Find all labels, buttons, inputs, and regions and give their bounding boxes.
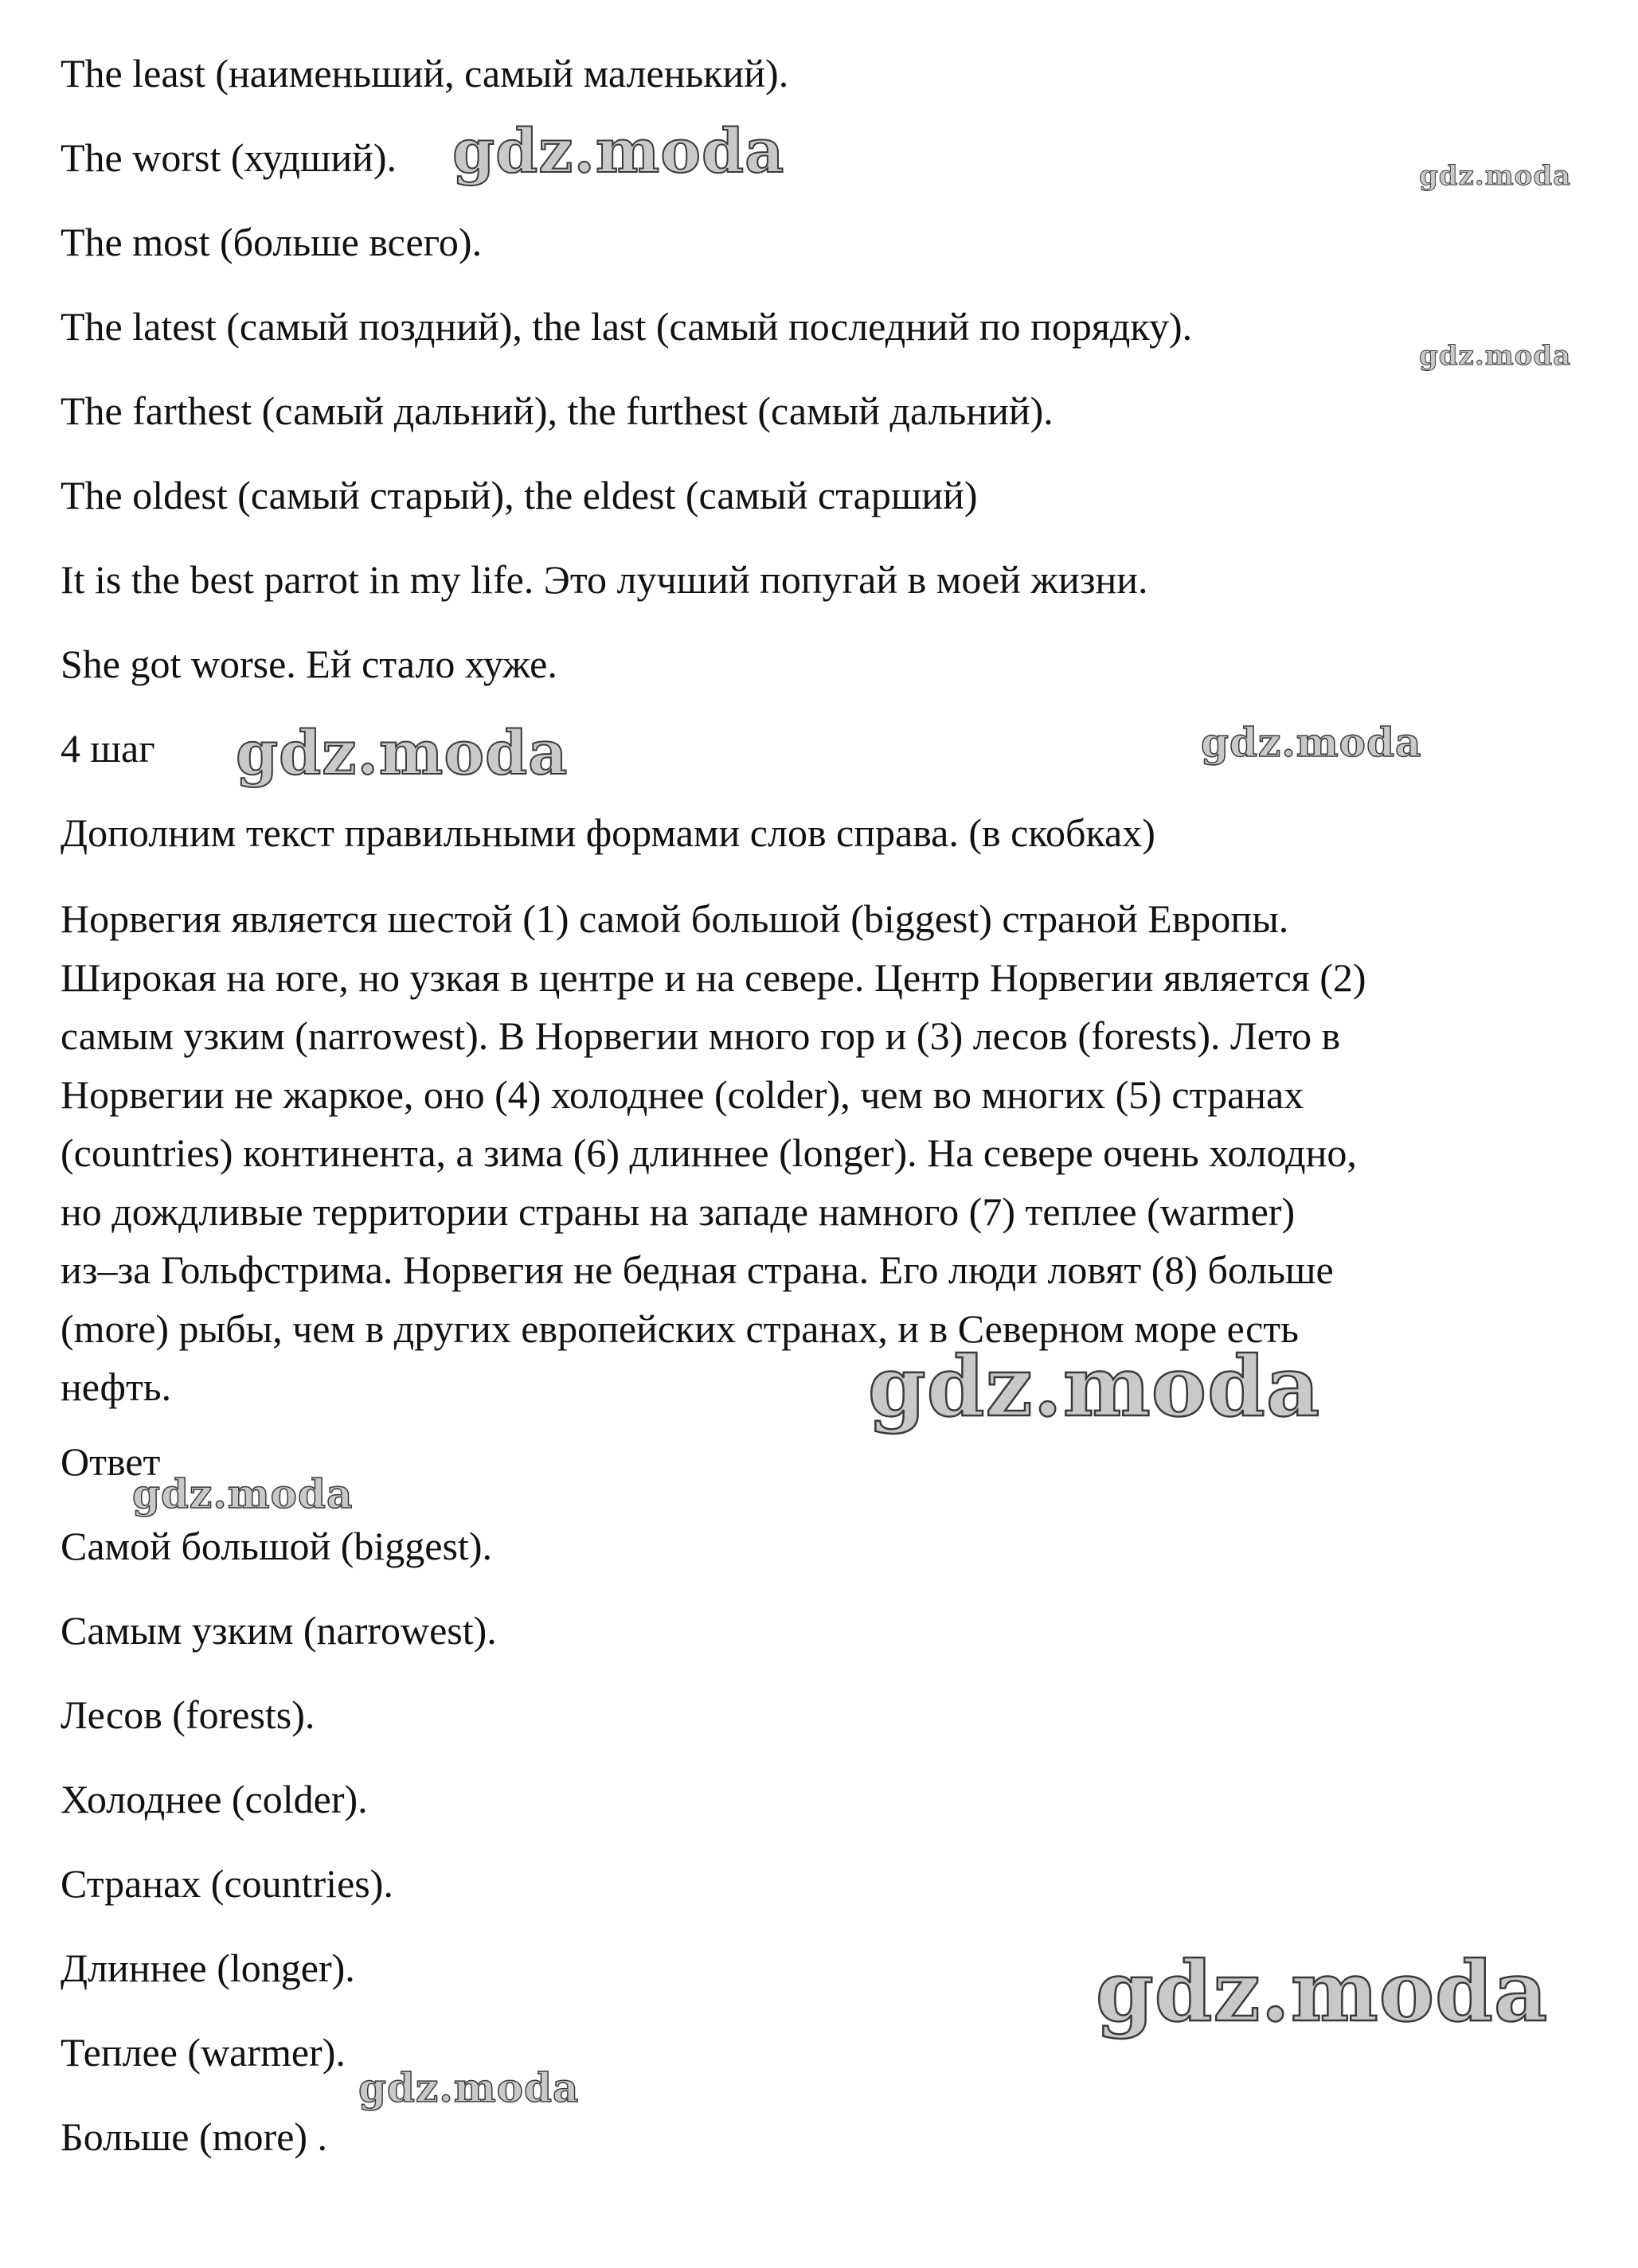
answer-5: Странах (countries). (61, 1861, 393, 1906)
text-line-worst: The worst (худший). (61, 135, 397, 180)
paragraph-line: Норвегии не жаркое, оно (4) холоднее (colder), чем во многих (5) странах (61, 1072, 1304, 1117)
answer-1: Самой большой (biggest). (61, 1524, 492, 1568)
step-heading: 4 шаг (61, 726, 155, 771)
text-line-latest: The latest (самый поздний), the last (самый последний по порядку). (61, 304, 1193, 349)
text-line-got-worse: She got worse. Ей стало хуже. (61, 642, 557, 686)
watermark-logo: gdz.moda (1419, 340, 1572, 372)
answer-7: Теплее (warmer). (61, 2030, 346, 2075)
paragraph-line: из–за Гольфстрима. Норвегия не бедная страна. Его люди ловят (8) больше (61, 1247, 1334, 1292)
watermark-logo: gdz.moda (1201, 719, 1422, 766)
norway-paragraph (61, 890, 1605, 1417)
answer-2: Самым узким (narrowest). (61, 1608, 497, 1653)
watermark-logo: gdz.moda (1419, 160, 1572, 192)
watermark-logo: gdz.moda (868, 1337, 1321, 1435)
answer-3: Лесов (forests). (61, 1692, 315, 1737)
watermark-logo: gdz.moda (452, 115, 785, 186)
text-line-most: The most (больше всего). (61, 220, 483, 264)
watermark-logo: gdz.moda (1096, 1942, 1549, 2040)
answer-4: Холоднее (colder). (61, 1777, 368, 1821)
task-instruction: Дополним текст правильными формами слов справа. (в скобках) (61, 810, 1155, 855)
paragraph-line: самым узким (narrowest). В Норвегии много гор и (3) лесов (forests). Лето в (61, 1013, 1341, 1058)
watermark-logo: gdz.moda (358, 2064, 580, 2111)
text-line-oldest: The oldest (самый старый), the eldest (самый старший) (61, 473, 978, 517)
watermark-logo: gdz.moda (132, 1470, 354, 1517)
text-line-least: The least (наименьший, самый маленький). (61, 51, 789, 96)
answer-8: Больше (more) . (61, 2114, 328, 2159)
paragraph-line: (countries) континента, а зима (6) длиннее (longer). На севере очень холодно, (61, 1130, 1357, 1175)
paragraph-line: но дождливые территории страны на западе намного (7) теплее (warmer) (61, 1189, 1296, 1234)
watermark-logo: gdz.moda (236, 717, 569, 788)
paragraph-line: Норвегия является шестой (1) самой большой (biggest) страной Европы. (61, 896, 1289, 941)
answer-label: Ответ (61, 1439, 161, 1484)
text-line-farthest: The farthest (самый дальний), the furthest (самый дальний). (61, 388, 1054, 433)
answer-6: Длиннее (longer). (61, 1946, 355, 1990)
paragraph-line: (more) рыбы, чем в других европейских странах, и в Северном море есть (61, 1306, 1299, 1351)
paragraph-line: Широкая на юге, но узкая в центре и на севере. Центр Норвегии является (2) (61, 954, 1366, 1000)
paragraph-line: нефть. (61, 1364, 172, 1409)
text-line-best-parrot: It is the best parrot in my life. Это лучший попугай в моей жизни. (61, 557, 1148, 602)
